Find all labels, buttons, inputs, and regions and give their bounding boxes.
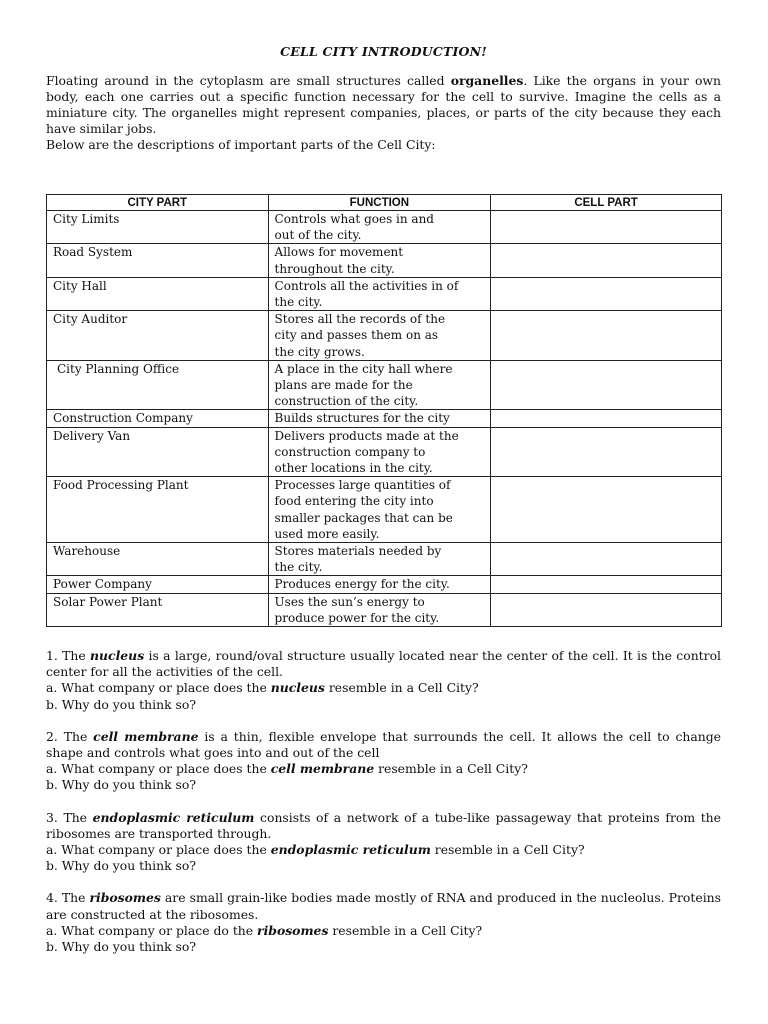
question-description — [46, 890, 721, 922]
function-line: city and passes them on as — [274, 328, 439, 343]
function-line: Controls what goes in and — [274, 212, 434, 226]
header-function: FUNCTION — [268, 195, 491, 211]
city-part-cell: Delivery Van — [47, 427, 269, 477]
function-cell — [268, 311, 491, 361]
question-block — [46, 648, 721, 713]
question-description — [46, 810, 721, 842]
cell-part-answer-cell[interactable] — [491, 427, 722, 477]
organelle-term: nucleus — [90, 648, 145, 663]
intro-lead-in: Below are the descriptions of important parts of the Cell City: — [46, 137, 436, 152]
cell-part-answer-cell[interactable] — [491, 477, 722, 543]
table-row — [47, 410, 722, 427]
question-number: 1. The — [46, 648, 91, 663]
question-description — [46, 648, 721, 680]
organelle-term: cell membrane — [93, 728, 199, 744]
function-cell — [268, 593, 491, 626]
table-row — [47, 576, 722, 593]
city-part-cell: Road System — [47, 244, 269, 277]
cell-part-answer-cell[interactable] — [491, 543, 722, 576]
city-part-cell: Solar Power Plant — [47, 593, 269, 626]
cell-part-answer-cell[interactable] — [491, 311, 722, 361]
city-part-cell: City Hall — [47, 277, 269, 310]
organelle-description: are small grain-like bodies made mostly of RNA and produced in the nucleolus. Proteins are constructed at the ribosomes. — [46, 890, 721, 922]
question-a — [46, 842, 721, 858]
function-line: the city. — [274, 295, 323, 310]
function-line: the city. — [274, 560, 323, 575]
question-b: b. Why do you think so? — [46, 696, 196, 712]
function-line: Allows for movement — [274, 245, 404, 260]
table-row — [47, 477, 722, 543]
table-row — [47, 543, 722, 576]
question-description — [46, 729, 721, 761]
table-body — [47, 211, 722, 627]
city-part-cell: Construction Company — [47, 410, 269, 427]
organelle-term: ribosomes — [89, 890, 161, 906]
intro-organelles-term: organelles — [450, 73, 524, 88]
function-line: Uses the sun’s energy to — [274, 594, 425, 609]
function-line: Processes large quantities of — [274, 478, 451, 493]
function-line: throughout the city. — [274, 261, 395, 276]
organelle-description: is a thin, flexible envelope that surrounds the cell. It allows the cell to change shape and controls what goes into and out of the cell — [46, 728, 721, 761]
cell-part-answer-cell[interactable] — [491, 244, 722, 277]
question-a-text-end: resemble in a Cell City? — [374, 761, 528, 777]
function-line: produce power for the city. — [274, 610, 440, 625]
organelle-term: endoplasmic reticulum — [92, 809, 255, 825]
function-line: the city grows. — [274, 344, 365, 359]
organelle-description: is a large, round/oval structure usually located near the center of the cell. It is the control center for all the activities of the cell. — [46, 648, 721, 680]
header-cell-part: CELL PART — [491, 195, 722, 211]
function-line: other locations in the city. — [274, 461, 433, 476]
city-part-cell: Power Company — [47, 576, 269, 593]
function-cell — [268, 410, 491, 427]
function-cell — [268, 360, 491, 410]
function-cell — [268, 277, 491, 310]
city-part-cell: Warehouse — [47, 543, 269, 576]
cell-part-answer-cell[interactable] — [491, 576, 722, 593]
question-a — [46, 923, 721, 939]
question-a — [46, 680, 721, 696]
question-a-term: nucleus — [270, 680, 325, 696]
organelle-description: consists of a network of a tube-like passageway that proteins from the ribosomes are transported through. — [46, 809, 721, 841]
function-cell — [268, 244, 491, 277]
function-cell — [268, 543, 491, 576]
question-number: 3. The — [46, 809, 93, 825]
function-cell — [268, 477, 491, 543]
function-line: out of the city. — [274, 228, 362, 243]
header-city-part: CITY PART — [47, 195, 269, 211]
page-title: CELL CITY INTRODUCTION! — [280, 44, 487, 59]
table-row — [47, 593, 722, 626]
table-header-row — [47, 195, 722, 211]
table-row — [47, 311, 722, 361]
city-part-cell: Food Processing Plant — [47, 477, 269, 543]
function-cell — [268, 427, 491, 477]
question-b: b. Why do you think so? — [46, 858, 196, 874]
cell-part-answer-cell[interactable] — [491, 410, 722, 427]
question-a-term: endoplasmic reticulum — [270, 842, 431, 858]
function-line: plans are made for the — [274, 378, 413, 393]
cell-part-answer-cell[interactable] — [491, 593, 722, 626]
function-cell — [268, 576, 491, 593]
function-line: construction company to — [274, 444, 426, 459]
question-a-text: a. What company or place does the — [46, 761, 271, 777]
question-a-text: a. What company or place do the — [46, 922, 258, 938]
question-b: b. Why do you think so? — [46, 939, 196, 955]
question-a-text: a. What company or place does the — [46, 680, 271, 696]
function-cell — [268, 211, 491, 244]
intro-section — [46, 73, 721, 153]
function-line: Builds structures for the city — [274, 411, 450, 426]
questions-section — [46, 648, 721, 971]
function-line: smaller packages that can be — [274, 510, 453, 525]
table-row — [47, 360, 722, 410]
cell-part-answer-cell[interactable] — [491, 211, 722, 244]
function-line: Stores all the records of the — [274, 312, 446, 327]
function-line: food entering the city into — [274, 494, 434, 509]
intro-text-after: . Like the organs in your own body, each one carries out a specific function necessary for the cell to survive. Imagine the cells as a miniature city. The organelles might represent companies, places, or parts of the city because they each have similar jobs. — [46, 73, 721, 136]
function-line: Delivers products made at the — [274, 428, 459, 443]
table-row — [47, 277, 722, 310]
city-part-cell: City Planning Office — [47, 360, 269, 410]
intro-text-before: Floating around in the cytoplasm are small structures called — [46, 73, 451, 88]
question-block — [46, 810, 721, 875]
function-line: Stores materials needed by — [274, 544, 442, 559]
function-line: Produces energy for the city. — [274, 577, 450, 592]
city-part-cell: City Limits — [47, 211, 269, 244]
question-a — [46, 761, 721, 777]
function-line: Controls all the activities in of — [274, 278, 459, 293]
function-line: construction of the city. — [274, 394, 419, 409]
cell-part-answer-cell[interactable] — [491, 360, 722, 410]
question-b: b. Why do you think so? — [46, 777, 196, 793]
city-part-cell: City Auditor — [47, 311, 269, 361]
question-block — [46, 890, 721, 955]
question-block — [46, 729, 721, 794]
question-a-text: a. What company or place does the — [46, 842, 271, 858]
table-row — [47, 211, 722, 244]
function-line: used more easily. — [274, 526, 380, 541]
table-row — [47, 427, 722, 477]
question-a-term: ribosomes — [257, 922, 329, 938]
function-line: A place in the city hall where — [274, 361, 453, 376]
question-a-text-end: resemble in a Cell City? — [430, 842, 585, 858]
intro-paragraph — [46, 73, 721, 137]
question-a-term: cell membrane — [270, 761, 375, 777]
cell-city-table — [46, 194, 722, 627]
question-a-text-end: resemble in a Cell City? — [324, 680, 479, 696]
question-number: 2. The — [46, 728, 94, 744]
cell-part-answer-cell[interactable] — [491, 277, 722, 310]
question-number: 4. The — [46, 890, 90, 906]
question-a-text-end: resemble in a Cell City? — [328, 922, 483, 938]
table-row — [47, 244, 722, 277]
